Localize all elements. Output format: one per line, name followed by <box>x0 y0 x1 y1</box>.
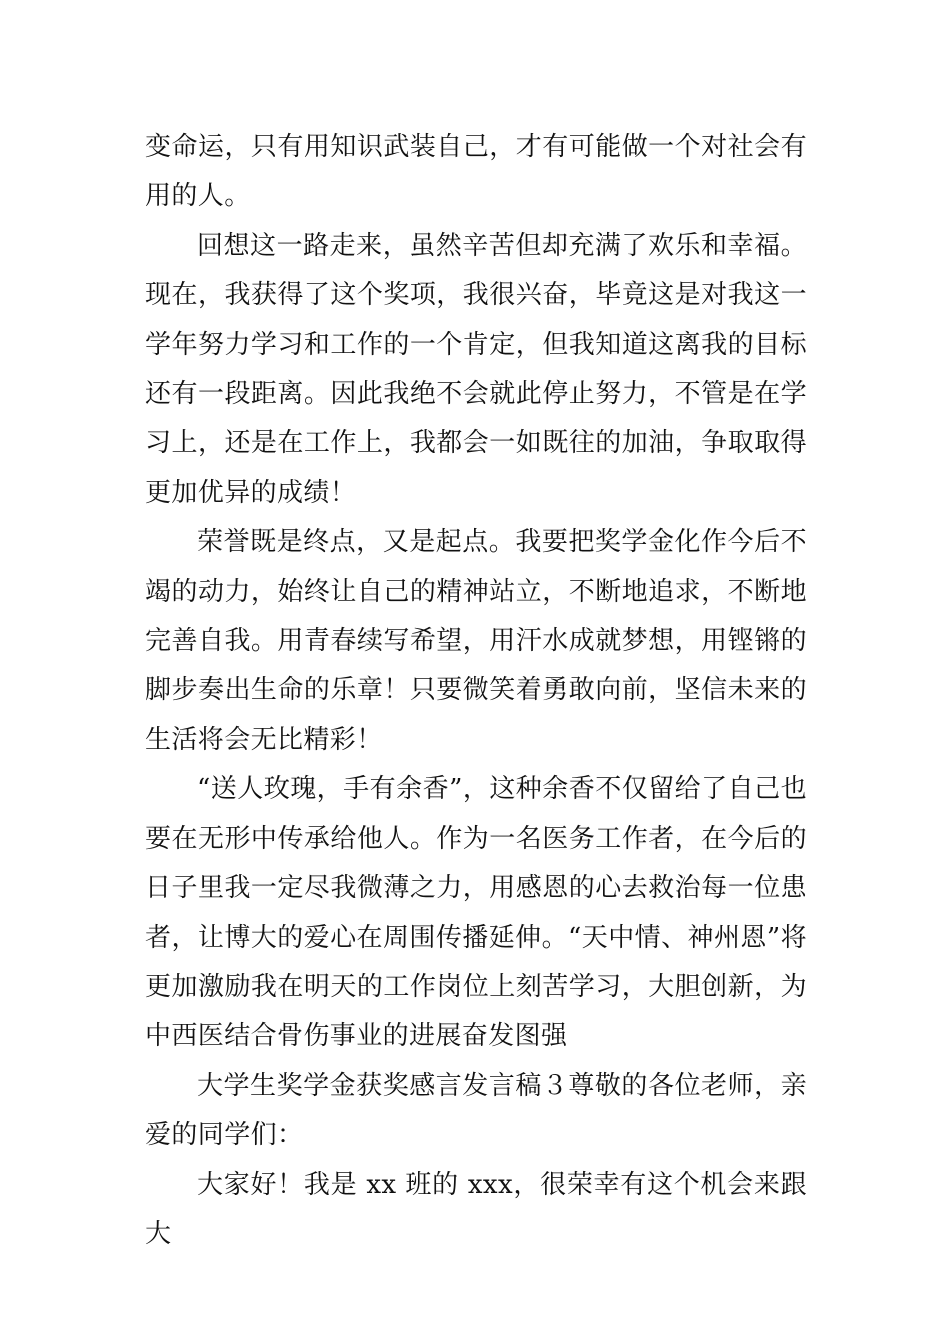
document-body <box>145 123 807 1259</box>
paragraph-continuation: 变命运，只有用知识武装自己，才有可能做一个对社会有用的人。 <box>145 132 807 212</box>
paragraph-honor: 荣誉既是终点，又是起点。我要把奖学金化作今后不竭的动力，始终让自己的精神站立，不断地追求，不断地完善自我。用青春续写希望，用汗水成就梦想，用铿锵的脚步奏出生命的乐章！只要微笑着勇敢向前，坚信未来的生活将会无比精彩！ <box>145 527 807 755</box>
paragraph-reflection: 回想这一路走来，虽然辛苦但却充满了欢乐和幸福。现在，我获得了这个奖项，我很兴奋，毕竟这是对我这一学年努力学习和工作的一个肯定，但我知道这离我的目标还有一段距离。因此我绝不会就此停止努力，不管是在学习上，还是在工作上，我都会一如既往的加油，争取取得更加优异的成绩！ <box>145 230 807 508</box>
paragraph-roses: “送人玫瑰，手有余香”，这种余香不仅留给了自己也要在无形中传承给他人。作为一名医务工作者，在今后的日子里我一定尽我微薄之力，用感恩的心去救治每一位患者，让博大的爱心在周围传播延伸。“天中情、神州恩”将更加激励我在明天的工作岗位上刻苦学习，大胆创新，为中西医结合骨伤事业的进展奋发图强 <box>145 774 807 1052</box>
paragraph-speech-heading: 大学生奖学金获奖感言发言稿３尊敬的各位老师，亲爱的同学们： <box>145 1070 807 1151</box>
paragraph-greeting: 大家好！我是 xx 班的 xxx，很荣幸有这个机会来跟大 <box>145 1169 807 1249</box>
